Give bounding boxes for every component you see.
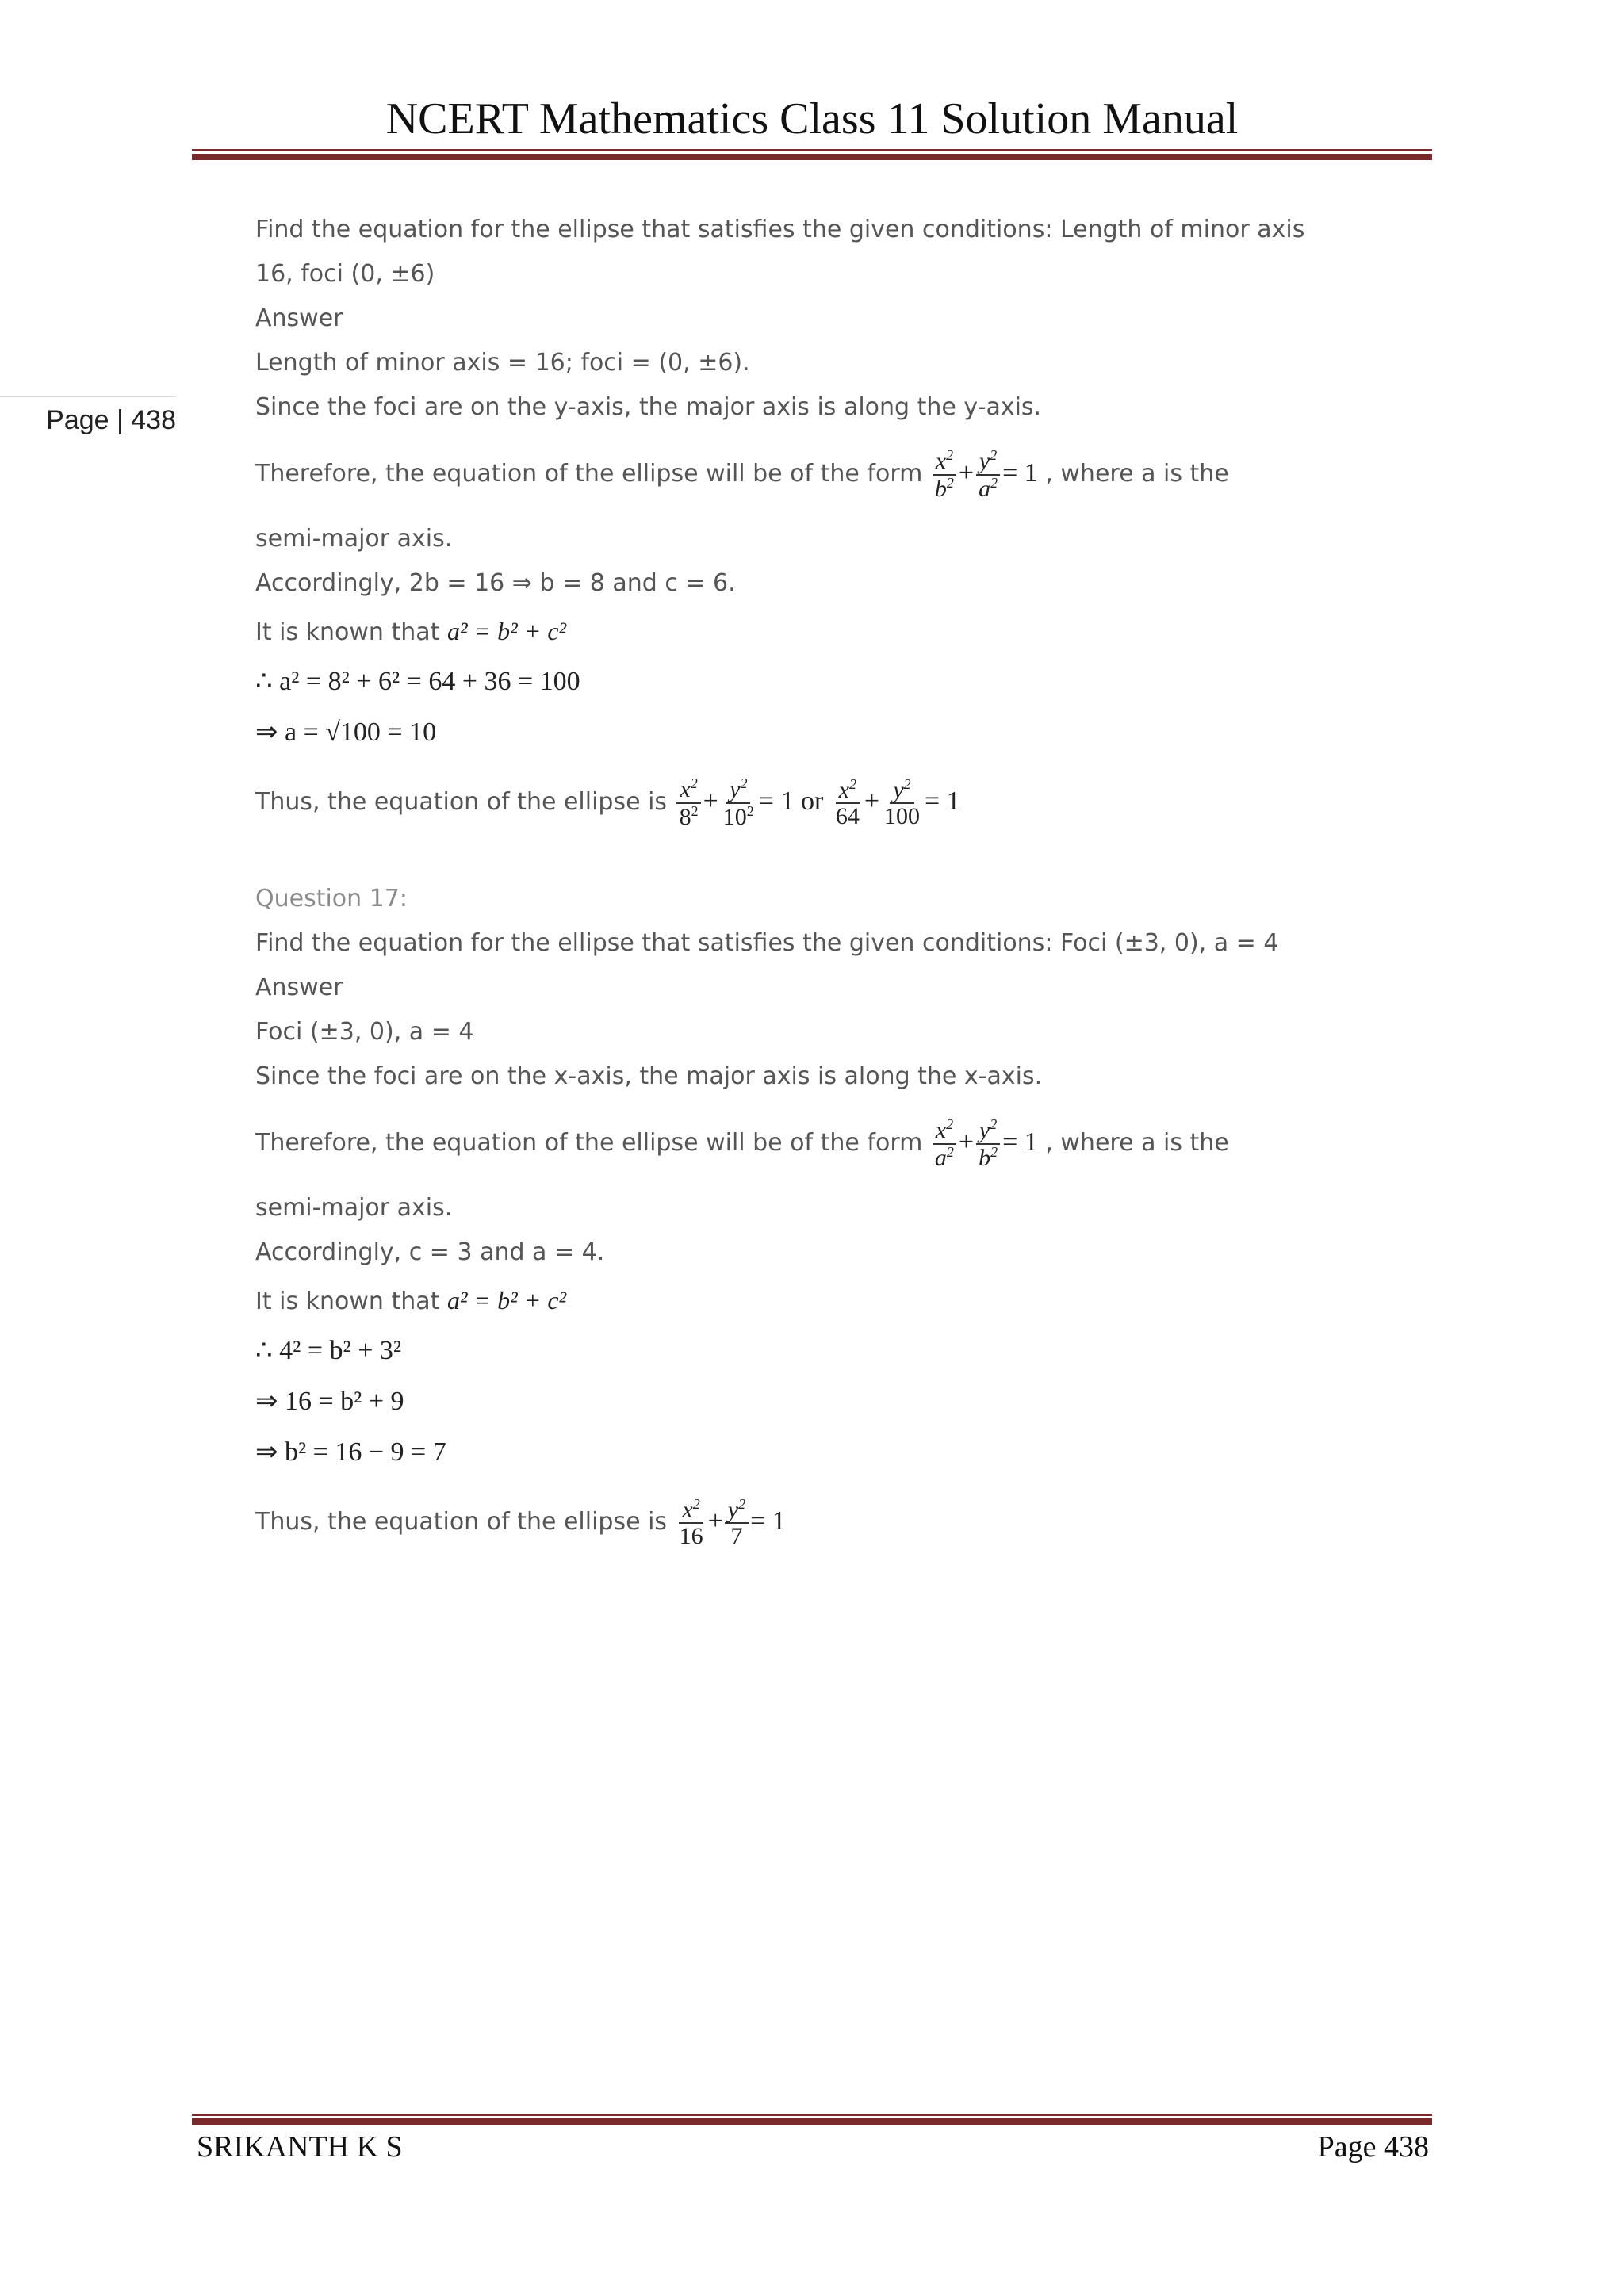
q16-result-frac2: $\frac{y^2}{10^2}$ — [722, 775, 754, 830]
q16-result-frac4: $\frac{y^2}{100}$ — [884, 775, 921, 829]
q16-since: Since the foci are on the y-axis, the major axis is along the y-axis. — [255, 393, 1042, 421]
q17-step2: ⇒ 16 = b² + 9 — [255, 1387, 404, 1416]
q17-therefore-post: , where a is the — [1045, 1129, 1229, 1157]
q16-form-frac-y: $\frac{y^2}{a^2}$ — [975, 448, 1001, 501]
q17-result-frac1: $\frac{x^2}{16}$ — [679, 1495, 703, 1549]
footer-page-number: Page 438 — [1317, 2130, 1429, 2164]
q16-form-frac-x: $\frac{x^2}{b^2}$ — [932, 448, 957, 501]
q17-since: Since the foci are on the x-axis, the major axis is along the x-axis. — [255, 1062, 1043, 1090]
q16-known-eq: a² = b² + c² — [446, 617, 567, 645]
q17-form-frac-y: $\frac{y^2}{b^2}$ — [975, 1117, 1001, 1170]
q16-thus-line: Thus, the equation of the ellipse is $\frac{x^2}{8^2}$ + $\frac{y^2}{10^2}$ = 1 or $\frac{x^2}{64}$ + $\frac{y^2}{100}$ = 1 — [255, 775, 960, 830]
q16-given: Length of minor axis = 16; foci = (0, ±6). — [255, 349, 750, 377]
q16-step2: ⇒ a = √100 = 10 — [255, 718, 437, 747]
q16-therefore-line: Therefore, the equation of the ellipse will be of the form $\frac{x^2}{b^2}$ + $\frac{y^2}{a^2}$ = 1 , where a is the — [255, 447, 1229, 502]
q16-semi-major: semi-major axis. — [255, 525, 453, 553]
footer-rule — [192, 2114, 1432, 2125]
q16-therefore-pre: Therefore, the equation of the ellipse will be of the form — [255, 460, 923, 488]
q16-step1: ∴ a² = 8² + 6² = 64 + 36 = 100 — [255, 667, 580, 696]
q17-result-frac2: $\frac{y^2}{7}$ — [725, 1497, 749, 1549]
q16-therefore-post: , where a is the — [1045, 460, 1229, 488]
q16-question-line2: 16, foci (0, ±6) — [255, 260, 435, 288]
page-content — [255, 208, 1429, 1565]
q17-known-pre: It is known that — [255, 1288, 440, 1315]
q17-known-line — [255, 1275, 1429, 1326]
q16-thus-pre: Thus, the equation of the ellipse is — [255, 788, 668, 816]
q17-given: Foci (±3, 0), a = 4 — [255, 1018, 474, 1046]
q16-answer-label: Answer — [255, 304, 343, 332]
q17-step1: ∴ 4² = b² + 3² — [255, 1336, 402, 1365]
q17-semi-major: semi-major axis. — [255, 1194, 453, 1222]
page-header-title: NCERT Mathematics Class 11 Solution Manual — [385, 94, 1239, 144]
header-rule — [192, 149, 1432, 160]
q17-question: Find the equation for the ellipse that satisfies the given conditions: Foci (±3, 0), a = 4 — [255, 929, 1279, 957]
q17-accordingly: Accordingly, c = 3 and a = 4. — [255, 1238, 605, 1266]
q16-or-text: = 1 or — [758, 786, 824, 816]
q17-thus-pre: Thus, the equation of the ellipse is — [255, 1508, 668, 1536]
q16-known-line — [255, 606, 1429, 656]
footer-author: SRIKANTH K S — [197, 2130, 403, 2164]
q17-answer-label: Answer — [255, 974, 343, 1001]
q16-known-pre: It is known that — [255, 618, 440, 646]
q16-question-line1: Find the equation for the ellipse that satisfies the given conditions: Length of minor axis — [255, 216, 1305, 243]
q17-therefore-pre: Therefore, the equation of the ellipse will be of the form — [255, 1129, 923, 1157]
q17-therefore-line: Therefore, the equation of the ellipse will be of the form $\frac{x^2}{a^2}$ + $\frac{y^2}{b^2}$ = 1 , where a is the — [255, 1116, 1229, 1171]
q17-thus-line: Thus, the equation of the ellipse is $\frac{x^2}{16}$ + $\frac{y^2}{7}$ = 1 — [255, 1495, 786, 1549]
q16-accordingly: Accordingly, 2b = 16 ⇒ b = 8 and c = 6. — [255, 569, 736, 597]
q17-known-eq: a² = b² + c² — [446, 1286, 567, 1314]
q16-result-frac1: $\frac{x^2}{8^2}$ — [676, 776, 702, 829]
q17-step3: ⇒ b² = 16 − 9 = 7 — [255, 1437, 446, 1467]
q16-result-frac3: $\frac{x^2}{64}$ — [835, 775, 860, 829]
side-page-label: Page | 438 — [0, 396, 176, 436]
q17-form-frac-x: $\frac{x^2}{a^2}$ — [932, 1117, 957, 1170]
q17-label: Question 17: — [255, 885, 408, 913]
